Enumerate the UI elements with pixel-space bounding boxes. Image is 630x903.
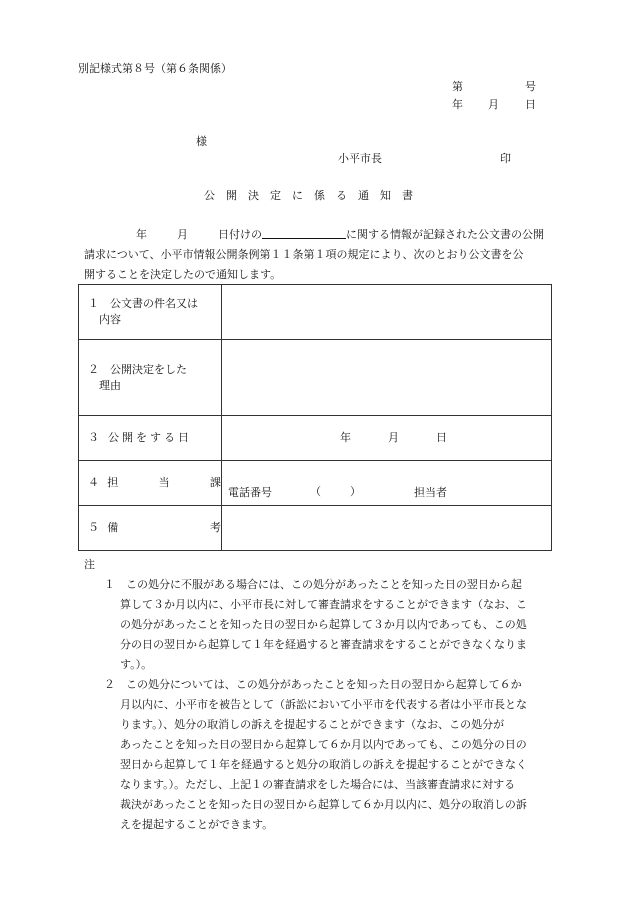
label-document-title-line-1: １ 公文書の件名又は xyxy=(88,297,198,310)
document-number-suffix: 号 xyxy=(525,80,536,93)
subject-blank-line xyxy=(262,226,346,239)
table-row-disclosure-date xyxy=(79,416,552,461)
sender-name: 小平市長 xyxy=(338,152,382,165)
note-line: あったことを知った日の翌日から起算して６か月以内であっても、この処分の日の xyxy=(120,738,527,751)
intro-line-2: 請求について、小平市情報公開条例第１１条第１項の規定により、次のとおり公文書を公 xyxy=(84,248,524,261)
note-item-2 xyxy=(84,675,554,835)
note-line: １ この処分に不服がある場合には、この処分があったことを知った日の翌日から起 xyxy=(104,578,522,591)
label-remarks-char-1: 備 xyxy=(107,521,119,534)
note-line: 翌日から起算して１年を経過すると処分の取消しの訴えを提起することができなく xyxy=(120,758,527,771)
document-number-label: 第 xyxy=(452,80,463,93)
table-row-remarks xyxy=(79,506,552,551)
intro-line-1 xyxy=(84,225,554,245)
label-disclosure-date-number: ３ xyxy=(88,431,99,444)
document-title: 公 開 決 定 に 係 る 通 知 書 xyxy=(204,189,413,202)
label-remarks-char-2: 考 xyxy=(210,521,221,534)
note-line: 裁決があったことを知った日の翌日から起算して６か月以内に、処分の取消しの訴 xyxy=(120,798,527,811)
label-department-char-3: 課 xyxy=(210,476,221,489)
note-line: 分の日の翌日から起算して１年を経過すると審査請求をすることができなくなりま xyxy=(120,638,527,651)
table-row-department xyxy=(79,461,552,506)
intro-year: 年 xyxy=(136,228,147,241)
note-line: の処分があったことを知った日の翌日から起算して３か月以内であっても、この処 xyxy=(120,618,527,631)
issue-date-month: 月 xyxy=(488,98,499,111)
value-document-title xyxy=(222,285,552,340)
note-item-1 xyxy=(84,575,554,675)
label-department-char-2: 当 xyxy=(158,476,170,489)
note-line: 算して３か月以内に、小平市長に対して審査請求をすることができます（なお、こ xyxy=(120,598,527,611)
label-disclosure-date-text: 公開をする日 xyxy=(108,431,192,444)
intro-paragraph xyxy=(84,225,554,285)
value-remarks xyxy=(222,506,552,551)
intro-line-3: 開することを決定したので通知します。 xyxy=(84,268,282,281)
form-number: 別記様式第８号（第６条関係） xyxy=(78,62,232,75)
label-remarks xyxy=(79,506,222,551)
label-document-title-line-2: 内容 xyxy=(99,313,121,326)
phone-paren-close: ） xyxy=(350,485,361,498)
value-department xyxy=(222,461,552,506)
person-in-charge-label: 担当者 xyxy=(414,486,447,499)
label-department xyxy=(79,461,222,506)
phone-paren-open: （ xyxy=(310,485,321,498)
phone-number-label: 電話番号 xyxy=(228,486,272,499)
intro-month: 月 xyxy=(177,228,188,241)
disclosure-form-table xyxy=(78,284,552,551)
value-reason xyxy=(222,340,552,416)
label-department-char-1: 担 xyxy=(107,476,119,489)
label-document-title xyxy=(79,285,222,340)
value-disclosure-date xyxy=(222,416,552,461)
intro-line-1-rest: に関する情報が記録された公文書の公開 xyxy=(346,228,544,241)
recipient-suffix: 様 xyxy=(196,135,207,148)
disclosure-date-day: 日 xyxy=(436,431,447,444)
table-row-reason xyxy=(79,340,552,416)
note-line: なります。）。ただし、上記１の審査請求をした場合には、当該審査請求に対する xyxy=(120,778,516,791)
note-line: す。）。 xyxy=(120,658,153,671)
issue-date-year: 年 xyxy=(452,98,463,111)
note-line: ります。）、処分の取消しの訴えを提起することができます（なお、この処分が xyxy=(120,718,505,731)
disclosure-date-month: 月 xyxy=(388,431,399,444)
table-row-document-title xyxy=(79,285,552,340)
label-department-number: ４ xyxy=(88,476,99,489)
label-reason-line-1: ２ 公開決定をした xyxy=(88,362,187,376)
label-reason-line-2: 理由 xyxy=(99,378,121,392)
intro-dated: 日付けの xyxy=(218,228,262,241)
note-line: ２ この処分については、この処分があったことを知った日の翌日から起算して６か xyxy=(104,678,522,691)
note-line: 月以内に、小平市を被告として（訴訟において小平市を代表する者は小平市長とな xyxy=(120,698,527,711)
seal-mark: 印 xyxy=(500,152,511,165)
issue-date-day: 日 xyxy=(525,98,536,111)
disclosure-date-year: 年 xyxy=(340,431,351,444)
label-remarks-number: ５ xyxy=(88,521,99,534)
label-disclosure-date xyxy=(79,416,222,461)
notes-section xyxy=(84,555,554,835)
note-line: えを提起することができます。 xyxy=(120,818,274,831)
notes-heading: 注 xyxy=(84,558,95,571)
label-reason xyxy=(79,340,222,416)
